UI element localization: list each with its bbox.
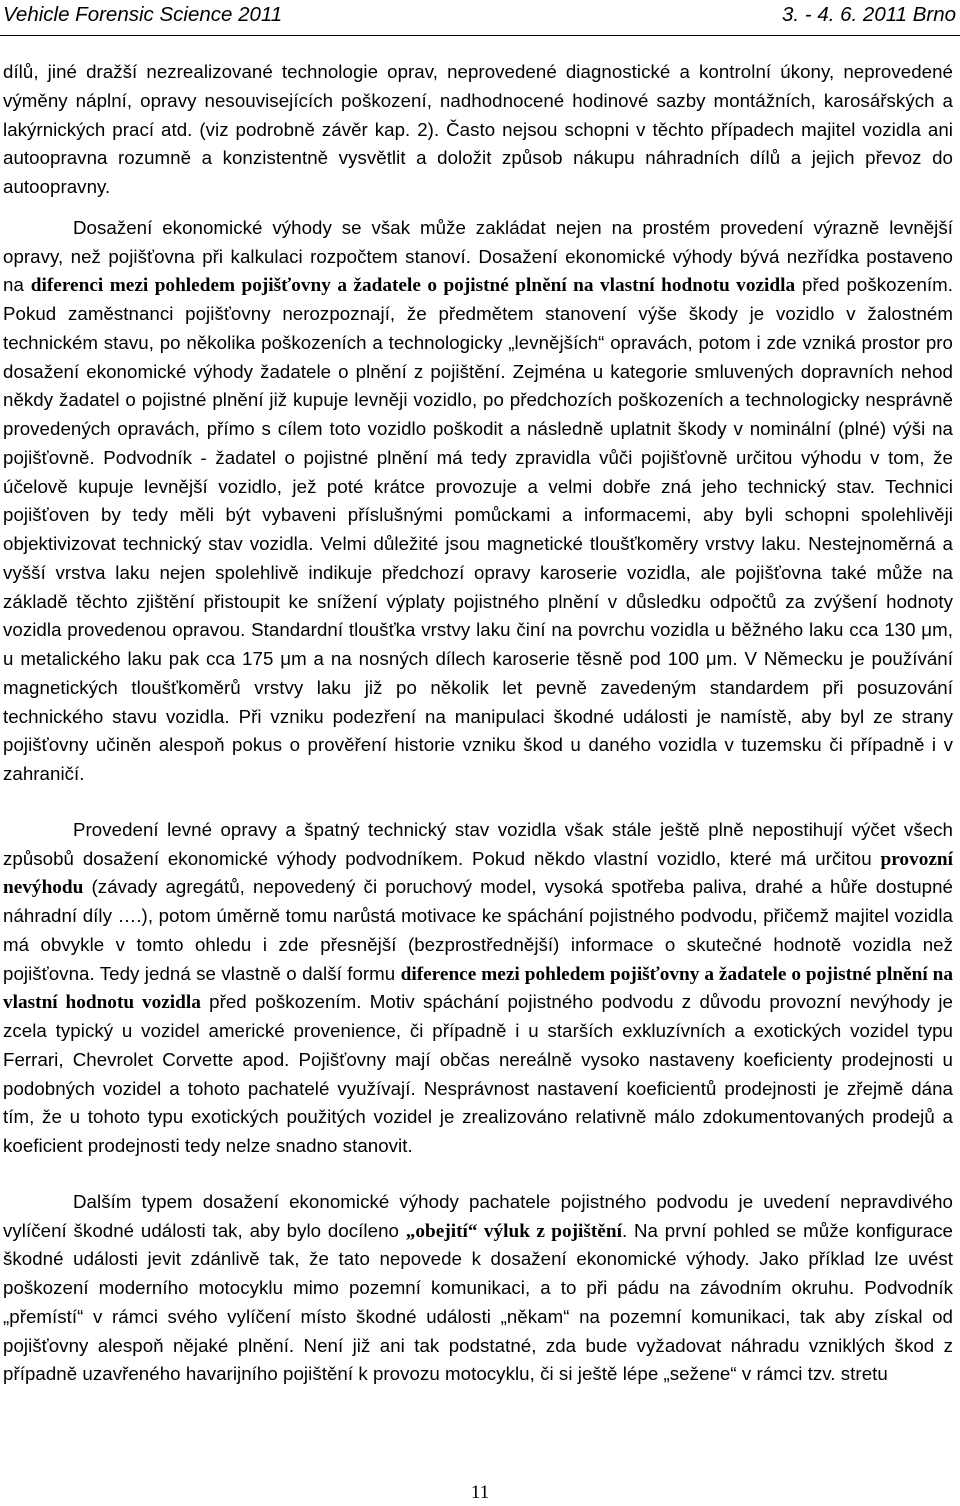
paragraph-3 [3,816,953,1161]
header-conference-date: 3. - 4. 6. 2011 Brno [782,3,956,26]
paragraph-1-sans-text: dílů, jiné dražší nezrealizované technologie oprav, neprovedené diagnostické a kontrolní úkony, neprovedené výměny náplní, opravy nesouvisejících poškození, nadhodnocené hodinové sazby montážních, karosářských a lakýrnických prací atd. (viz podrobně závěr kap. 2). [3,61,953,140]
paragraph-2-sans-text: Dosažení ekonomické výhody se však může zakládat nejen na prostém provedení výrazně levnější opravy, než pojišťovna při kalkulaci rozpočtem stanoví. [3,216,953,267]
paragraph-4-text-a: Dalším typem dosažení ekonomické výhody pachatele pojistného podvodu je uvedení nepravdivého vylíčení škodné události tak, aby bylo docíleno [3,1190,953,1241]
running-header [0,0,960,36]
document-body [3,58,953,1389]
paragraph-3-text-c: před poškozením. Motiv spáchání pojistného podvodu z důvodu provozní nevýhody je zcela typický u vozidel americké provenience, či případně i u starších exkluzívních a exotických vozidel typu Ferrari, Chevrolet Corvette apod. Pojišťovny mají občas nereálně vysoko nastaveny koeficienty prodejnosti u podobných vozidel a tohoto pachatelé využívají. Nesprávnost nastavení koeficientů prodejnosti je zřejmě dána tím, že u tohoto typu exotických použitých vozidel je zrealizováno relativně málo zdokumentovaných prodejů a koeficient prodejnosti tedy nelze snadno stanovit. [3,991,954,1156]
paragraph-3-bold-text-1: provozní nevýhodu [3,848,953,899]
paragraph-2-text-a: Dosažení ekonomické výhody bývá nezřídka postaveno na [3,245,953,296]
paragraph-3-text-b: (závady agregátů, nepovedený či poruchový model, vysoká spotřeba paliva, drahé a hůře dostupné náhradní díly ….), potom úměrně tomu narůstá motivace ke spáchání pojistného podvodu, přičemž majitel vozidla má obvykle v tomto ohledu i zde přesnější (bezprostřednější) informace o skutečné hodnotě vozidla než pojišťovna. Tedy jedná se vlastně o další formu [3,876,953,984]
paragraph-2-bold-text: diferenci mezi pohledem pojišťovny a žadatele o pojistné plnění na vlastní hodnotu vozidla [30,275,796,297]
paragraph-4-text-b: . Na první pohled se může konfigurace škodné události jevit zdánlivě tak, že tato nepovede k dosažení ekonomické výhody. Jako příklad lze uvést poškození moderního motocyklu mimo pozemní komunikaci, a to při pádu na závodním okruhu. Podvodník „přemístí“ v rámci svého vylíčení místo škodné události „někam“ na pozemní komunikaci, tak aby získal od pojišťovny alespoň nějaké plnění. Není již ani tak podstatné, zda bude vyžadovat náhradu vzniklých škod z případně uzavřeného havarijního pojištění k provozu motocyklu, či si ještě lépe „sežene“ v rámci tzv. stretu [3,1219,953,1385]
paragraph-3-text-a: Provedení levné opravy a špatný technický stav vozidla však stále ještě plně nepostihují výčet všech způsobů dosažení ekonomické výhody podvodníkem. Pokud někdo vlastní vozidlo, které má určitou [3,818,953,869]
paragraph-2-text-b: před poškozením. Pokud zaměstnanci pojišťovny nerozpoznají, že předmětem stanovení výše škody je vozidlo v žalostném technickém stavu, po několika poškozeních a technologicky „levnějších“ opravách, potom i zde vzniká prostor pro dosažení ekonomické výhody žadatele o plnění z pojištění. Zejména u kategorie smluvených dopravních nehod někdy žadatel o pojistné plnění již kupuje levněji vozidlo, po předchozích poškozeních a technologicky nesprávně provedených opravách, přímo s cílem toto vozidlo poškodit a následně uplatnit škody v nominální (plné) výši na pojišťovně. Podvodník - žadatel o pojistné plnění má tedy zpravidla vůči pojišťovně určitou výhodu v tom, že účelově kupuje levnější vozidlo, jež poté krátce provozuje a velmi dobře zná jeho technický stav. Technici pojišťoven by tedy měli být vybaveni příslušnými pomůckami a informacemi, aby byli schopni spolehlivěji objektivizovat technický stav vozidla. Velmi důležité jsou magnetické tloušťkoměry vrstvy laku. Nestejnoměrná a vyšší vrstva laku nejen spolehlivě indikuje předchozí opravy karoserie vozidla, ale pojišťovna také může na základě těchto zjištění přistoupit ke snížení výplaty pojistného plnění v důsledku odpočtů za zvýšení hodnoty vozidla provedenou opravou. Standardní tloušťka vrstvy laku činí na povrchu vozidla u běžného laku cca 130 μm, u metalického laku pak cca 175 μm a na nosných dílech karoserie těsně pod 100 μm. V Německu je používání magnetických tloušťkoměrů vrstvy laku již po několik let pevně zavedeným standardem při posuzování technického stavu vozidla. Při vzniku podezření na manipulaci škodné události je namístě, aby byl ze strany pojišťovny učiněn alespoň pokus o prověření historie vzniku škod u daného vozidla v tuzemsku či případně i v zahraničí. [3,274,953,784]
paragraph-1 [3,58,953,202]
paragraph-3-bold-text-2: diference mezi pohledem pojišťovny a žadatele o pojistné plnění na vlastní hodnotu vozidla [3,963,953,1014]
paragraph-4-bold-text: „obejití“ výluk z pojištění [405,1220,622,1242]
paragraph-4 [3,1188,953,1389]
page-number: 11 [470,1482,490,1503]
header-conference-title: Vehicle Forensic Science 2011 [3,3,283,26]
paragraph-2 [3,214,953,789]
paragraph-1-text: Často nejsou schopni v těchto případech majitel vozidla ani autoopravna rozumně a konzistentně vysvětlit a doložit způsob nákupu náhradních dílů a jejich převoz do autoopravny. [3,118,953,197]
